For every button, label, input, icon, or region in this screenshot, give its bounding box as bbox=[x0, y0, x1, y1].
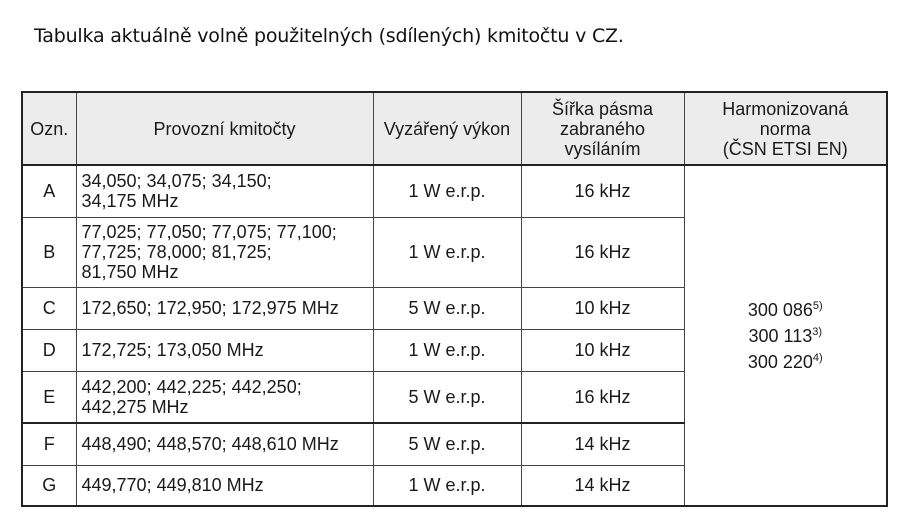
header-row bbox=[22, 92, 887, 165]
header-harmonized-norm bbox=[684, 92, 887, 165]
freq-line: 77,725; 78,000; 81,725; bbox=[81, 242, 272, 262]
row-bandwidth-cell: 14 kHz bbox=[521, 423, 684, 465]
row-power-cell: 1 W e.r.p. bbox=[373, 465, 521, 506]
header-norm-line1: Harmonizovaná bbox=[722, 98, 849, 119]
row-bandwidth-cell: 10 kHz bbox=[521, 329, 684, 371]
row-ozn-cell: G bbox=[22, 465, 76, 506]
row-frequencies-cell bbox=[76, 217, 373, 287]
row-frequencies-cell bbox=[76, 371, 373, 423]
row-frequencies-cell: 448,490; 448,570; 448,610 MHz bbox=[76, 423, 373, 465]
row-bandwidth-cell: 14 kHz bbox=[521, 465, 684, 506]
freq-line: 442,200; 442,225; 442,250; bbox=[81, 376, 302, 397]
norm-footnote: 3) bbox=[812, 325, 822, 338]
row-power-cell: 5 W e.r.p. bbox=[373, 371, 521, 423]
document-title: Tabulka aktuálně volně použitelných (sdílených) kmitočtu v CZ. bbox=[34, 25, 624, 47]
row-power-cell: 1 W e.r.p. bbox=[373, 165, 521, 217]
header-norm-line2: norma bbox=[759, 118, 811, 139]
row-bandwidth-cell: 16 kHz bbox=[521, 165, 684, 217]
norm-number: 300 220 bbox=[747, 351, 813, 372]
row-frequencies-cell bbox=[76, 165, 373, 217]
norm-footnote: 4) bbox=[812, 351, 823, 364]
header-bandwidth-line3: vysíláním bbox=[564, 138, 641, 159]
header-bandwidth-line2: zabraného bbox=[559, 118, 646, 139]
table-header bbox=[22, 92, 887, 165]
freq-line: 77,025; 77,050; 77,075; 77,100; bbox=[81, 222, 337, 242]
table-body bbox=[22, 165, 887, 506]
header-radiated-power: Vyzářený výkon bbox=[373, 92, 521, 165]
freq-line: 34,050; 34,075; 34,150; bbox=[81, 171, 272, 192]
harmonized-norm-cell bbox=[684, 165, 887, 506]
row-ozn-cell: D bbox=[22, 329, 76, 371]
row-power-cell: 1 W e.r.p. bbox=[373, 217, 521, 287]
row-ozn-cell: F bbox=[22, 423, 76, 465]
norm-number: 300 086 bbox=[747, 299, 813, 320]
row-ozn-cell: A bbox=[22, 165, 76, 217]
row-power-cell: 5 W e.r.p. bbox=[373, 423, 521, 465]
freq-line: 442,275 MHz bbox=[81, 396, 189, 417]
frequency-table bbox=[21, 91, 888, 507]
row-bandwidth-cell: 10 kHz bbox=[521, 287, 684, 329]
row-frequencies-cell: 172,650; 172,950; 172,975 MHz bbox=[76, 287, 373, 329]
row-power-cell: 1 W e.r.p. bbox=[373, 329, 521, 371]
row-frequencies-cell: 172,725; 173,050 MHz bbox=[76, 329, 373, 371]
header-frequencies: Provozní kmitočty bbox=[76, 92, 373, 165]
norm-number: 300 113 bbox=[748, 325, 813, 346]
norm-footnote: 5) bbox=[812, 299, 823, 312]
header-bandwidth-line1: Šířka pásma bbox=[551, 98, 654, 119]
row-ozn-cell: B bbox=[22, 217, 76, 287]
row-bandwidth-cell: 16 kHz bbox=[521, 371, 684, 423]
norm-item bbox=[685, 349, 887, 375]
header-ozn: Ozn. bbox=[22, 92, 76, 165]
header-bandwidth bbox=[521, 92, 684, 165]
row-power-cell: 5 W e.r.p. bbox=[373, 287, 521, 329]
row-ozn-cell: C bbox=[22, 287, 76, 329]
table-row bbox=[22, 165, 887, 217]
row-ozn-cell: E bbox=[22, 371, 76, 423]
row-bandwidth-cell: 16 kHz bbox=[521, 217, 684, 287]
freq-line: 81,750 MHz bbox=[81, 262, 179, 282]
freq-line: 34,175 MHz bbox=[81, 191, 179, 212]
norm-item bbox=[685, 297, 887, 323]
norm-item bbox=[685, 323, 887, 349]
row-frequencies-cell: 449,770; 449,810 MHz bbox=[76, 465, 373, 506]
header-norm-line3: (ČSN ETSI EN) bbox=[722, 138, 848, 159]
